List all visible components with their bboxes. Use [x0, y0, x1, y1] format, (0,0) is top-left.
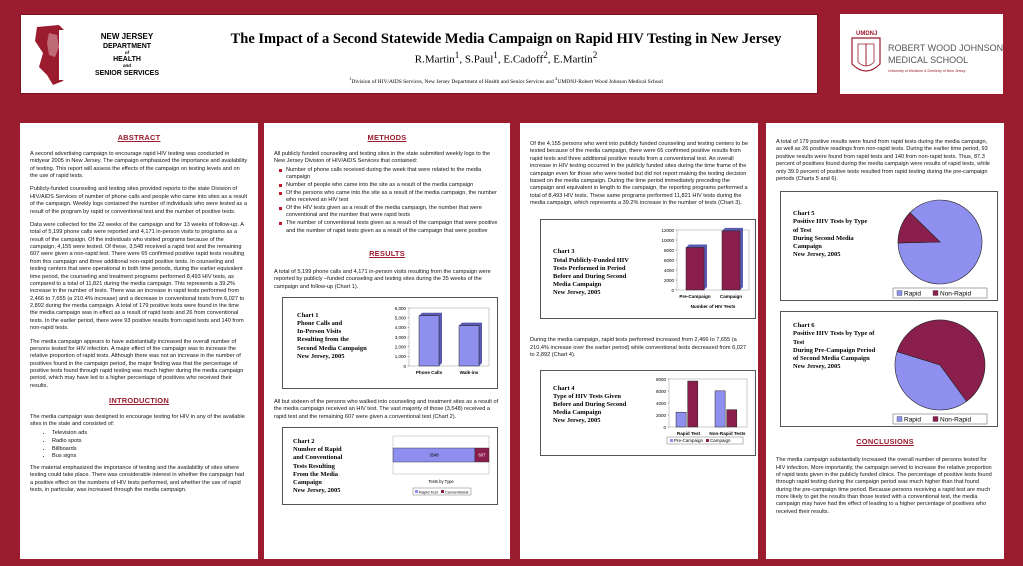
abstract-heading: ABSTRACT	[117, 133, 161, 142]
y-tick-label: 2000	[655, 412, 666, 418]
methods-heading: METHODS	[367, 133, 407, 142]
y-tick-label: 12000	[661, 228, 674, 234]
y-tick-label: 0	[663, 424, 666, 430]
bar	[676, 412, 686, 427]
chart-3	[540, 219, 756, 319]
x-tick-label: Pre-Campaign	[679, 294, 711, 300]
results-heading: RESULTS	[369, 249, 405, 259]
bar	[715, 390, 725, 426]
logo-line5: and	[122, 63, 132, 68]
bar	[722, 231, 740, 290]
y-tick-label: 4000	[655, 400, 666, 406]
chart-3-label: Chart 3 Total Publicly-Funded HIV Tests Performed in Period Before and During Second Media Campaign New Jersey, 2005	[553, 248, 629, 296]
rwj-badge-text: UMDNJ	[856, 31, 878, 37]
list-item: • Radio spots	[52, 438, 248, 445]
bar	[419, 316, 439, 366]
poster-affiliations: $^1$Division of HIV/AIDS Services, New Jersey Department of Health and Senior Services and $^2$UMDNJ-Robert Wood Johnson Medical School	[349, 75, 663, 85]
x-tick-label: Non-Rapid Tests	[709, 430, 746, 436]
list-item: • Billboards	[52, 446, 248, 453]
poster-authors: R.Martin$^1$, S.Paul$^1$, E.Cadoff$^2$, E.Martin$^2$	[414, 50, 598, 66]
x-axis-label: Number of HIV Tests	[690, 304, 736, 310]
legend-swatch	[441, 490, 444, 493]
chart-4-plot	[643, 373, 753, 455]
y-tick-label: 3,000	[394, 334, 406, 340]
results-paragraph-3: Of the 4,155 persons who went into publicly funded counseling and testing centers to be tested because of the media campaign, there were 65 confirmed positive results from rapid tests and three additional positive results from a conventional test. An overall increase in HIV testing occurred in the publicly funded sites during the time frame of the campaign even for those who were tested but did not report making the testing decision based on the media campaign. During the time period immediately preceding the campaign and equivalent in length to the campaign, the reporting programs performed a total of 8,493 HIV tests. These same programs performed 11,821 HIV tests during the media campaign, which represents a 39.2% increase in the number of tests (Chart 3).	[530, 141, 748, 206]
legend-label: Rapid	[904, 290, 921, 298]
chart-1-label: Chart 1 Phone Calls and In-Person Visits Resulting from the Second Media Campaign New Jersey, 2005	[297, 312, 367, 360]
abstract-paragraph: A second advertising campaign to encourage rapid HIV testing was conducted in midyear 2005 in New Jersey. The campaign emphasized the importance and availability of testing. This report will assess the effects of the campaign on testing levels and on the use of rapid tests.	[30, 150, 248, 180]
list-item: Of the HIV tests given as a result of the media campaign, the number that were conventional and the number that were rapid tests	[278, 205, 500, 220]
results-paragraph-5: A total of 179 positive results were found from rapid tests during the media campaign, as well as 26 positive readings from non-rapid tests. During the earlier time period, 93 positive results were found from rapid tests and 140 from non-rapid tests. Thus, 87.3 percent of positives found during the media campaign were results of rapid tests, while only 39.9 percent of positive tests resulted from rapid testing during the pre-campaign periods (Charts 5 and 6).	[776, 139, 990, 182]
x-axis-label: Tests by Type	[428, 479, 454, 485]
legend-label: Non-Rapid	[940, 416, 972, 424]
legend-swatch	[897, 417, 902, 422]
legend-label: Campaign	[710, 437, 731, 443]
legend-label: Non-Rapid	[940, 290, 972, 298]
legend-swatch	[933, 291, 938, 296]
panel-abstract-intro	[20, 123, 258, 559]
panel-results-conclusions	[766, 123, 1004, 559]
logo-line4: HEALTH	[113, 56, 141, 63]
rwj-line2: MEDICAL SCHOOL	[888, 55, 969, 65]
y-tick-label: 1,000	[394, 354, 406, 360]
abstract-paragraph: The media campaign appears to have substantially increased the overall number of persons tested for HIV infection. A major effect of the campaign was to increase the relative proportion of rapid tests. Although there was not an increase in the number of positives found in the campaign period, the major finding was that the percentage of positive tests found through rapid testing was much higher during the media campaign period, which may have led to a higher percentage of positives who received their results.	[30, 338, 244, 389]
chart-2-plot	[389, 434, 495, 502]
list-item: Number of phone calls received during the week that were related to the media campaign	[278, 167, 500, 182]
y-tick-label: 8000	[663, 248, 674, 254]
logo-line1: NEW JERSEY	[100, 32, 154, 41]
y-tick-label: 8000	[655, 376, 666, 382]
legend-label: Rapid Test	[419, 489, 438, 495]
poster-header	[20, 14, 818, 94]
list-item: • Bus signs	[52, 453, 248, 460]
x-tick-label: Walk-ins	[459, 370, 479, 376]
chart-6-label: Chart 6 Positive HIV Tests by Type of Test During Pre-Campaign Period of Second Media Campaign New Jersey, 2005	[793, 322, 876, 370]
chart-3-plot	[649, 222, 753, 317]
y-tick-label: 2000	[663, 278, 674, 284]
legend-label: Conventional	[445, 489, 469, 495]
chart-1-plot	[383, 302, 495, 386]
bar-value-label: 607	[478, 452, 486, 458]
bar	[727, 409, 737, 426]
x-tick-label: Rapid Test	[676, 430, 701, 436]
methods-lead: All publicly funded counseling and testing sites in the state submitted weekly logs to the New Jersey Division of HIV/AIDS Services that contained:	[274, 150, 491, 165]
chart-6-plot	[883, 314, 997, 426]
panel-methods-results	[264, 123, 510, 559]
chart-1	[282, 297, 498, 389]
chart-2-label: Chart 2 Number of Rapid and Conventional Tests Resulting From the Media Campaign New Jersey, 2005	[293, 438, 343, 494]
chart-5-label: Chart 5 Positive HIV Tests by Type of Test During Second Media Campaign New Jersey, 2005	[793, 210, 868, 258]
bar-value-label: 3548	[429, 452, 439, 458]
x-tick-label: Campaign	[719, 294, 743, 300]
rwj-line3: University of Medicine & Dentistry of New Jersey	[888, 69, 966, 73]
abstract-paragraph: Data were collected for the 22 weeks of the campaign and for 13 weeks of follow-up. A total of 5,199 phone calls were reported and 4,171 in-person visits to programs as a result of the campaign. Of the individuals who visited programs because of the campaign, 4,155 were tested. Of these, 3,548 received a rapid test and the remaining 607 were given a non-rapid test. There were 65 confirmed positive rapid tests resulting from this campaign and three additional non-rapid positive tests. In counseling and testing centers that were operational in both time periods, during the earlier equivalent time period, the counseling and treatment programs performed 8,493 HIV tests, as compared to a total of 11,821 during the media campaign. This represents a 39.2% increase in the number of tests. There was an increase in rapid tests performed from 2,466 to 7,655 (a 210.4% increase) and a decrease in conventional tests from 6,027 to 2,892 during the media campaign. A total of 179 positive tests were found in the time the media campaign was in effect as a result of rapid tests and 26 from conventional tests. In the earlier period, there were 93 positive results from rapid tests and 140 from non-rapid tests.	[30, 221, 245, 332]
y-tick-label: 10000	[661, 238, 674, 244]
list-item: Of the persons who came into the site as a result of the media campaign, the number who received an HIV test	[278, 190, 500, 205]
legend-swatch	[706, 439, 709, 442]
abstract-paragraph: Publicly-funded counseling and testing sites provided reports to the state Division of HIV/AIDS Services of number of phone calls and people who came into sites as a result of the campaign. Weekly logs contained the number of individuals who were tested as a result of the program by rapid or conventional test and the number of positive tests.	[30, 186, 248, 215]
y-tick-label: 2,000	[394, 344, 406, 350]
y-tick-label: 5,000	[394, 315, 406, 321]
legend-swatch	[670, 439, 673, 442]
chart-5-plot	[883, 194, 997, 300]
rwj-line1: ROBERT WOOD JOHNSON	[888, 43, 1003, 53]
introduction-closing: The material emphasized the importance of testing and the availability of sites where testing could take place. There was considerable interest in whether the campaign had a positive effect on the numbers of HIV tests performed, and whether the use of rapid tests, in particular, was increased through the media campaign.	[30, 464, 245, 493]
y-tick-label: 4,000	[394, 325, 406, 331]
y-tick-label: 6,000	[394, 305, 406, 311]
legend-label: Rapid	[904, 416, 921, 424]
y-tick-label: 4000	[663, 268, 674, 274]
legend-swatch	[933, 417, 938, 422]
logo-line2: DEPARTMENT	[102, 43, 152, 50]
chart-4-label: Chart 4 Type of HIV Tests Given Before and During Second Media Campaign New Jersey, 2005	[553, 384, 627, 424]
list-item: The number of conventional tests given as a result of the campaign that were positive and the number of rapid tests given as a result of the campaign that were positive	[278, 220, 500, 235]
chart-5	[780, 191, 998, 301]
y-tick-label: 6000	[663, 258, 674, 264]
list-item: • Television ads	[52, 430, 248, 437]
legend-swatch	[415, 490, 418, 493]
logo-line3: of	[124, 50, 130, 55]
rwj-logo	[840, 14, 1003, 94]
y-tick-label: 0	[403, 363, 406, 369]
bar	[688, 381, 698, 427]
conclusions-heading: CONCLUSIONS	[856, 437, 914, 447]
legend-label: Pre-Campaign	[674, 437, 704, 443]
introduction-lead: The media campaign was designed to encourage testing for HIV in any of the available sites in the state and consisted of:	[30, 414, 245, 428]
chart-4	[540, 370, 756, 456]
results-paragraph-1: A total of 5,199 phone calls and 4,171 in-person visits resulting from the campaign were reported by publicly –funded counseling and testing sites during the 35 weeks of the campaign and follow-up (Chart 1).	[274, 268, 491, 290]
legend-swatch	[897, 291, 902, 296]
methods-list	[278, 167, 500, 235]
x-tick-label: Phone Calls	[415, 370, 443, 376]
logo-line6: SENIOR SERVICES	[94, 70, 160, 77]
poster-title: The Impact of a Second Statewide Media Campaign on Rapid HIV Testing in New Jersey	[230, 31, 782, 47]
y-tick-label: 0	[671, 288, 674, 294]
chart-6	[780, 311, 998, 427]
introduction-heading: INTRODUCTION	[109, 396, 169, 406]
bar	[686, 248, 704, 290]
panel-results-continued	[520, 123, 758, 559]
chart-2	[282, 427, 498, 505]
conclusions-text: The media campaign substantially increased the overall number of persons tested for HIV infection. More importantly, the campaign served to increase the relative proportion of rapid tests given in the publicly funded clinics. The percentage of positive tests found through rapid testing during the campaign period was much higher than that found during the pre-campaign time period. Because persons receiving a rapid test are much more likely to get the results than those tested with a conventional test, the media campaign may have had the effect of leading to a higher percentage of positives who received their results.	[776, 457, 992, 515]
media-list	[52, 430, 248, 461]
results-paragraph-4: During the media campaign, rapid tests performed increased from 2,466 to 7,655 (a 210.4% increase over the earlier period) while conventional tests decreased from 6,027 to 2,892 (Chart 4).	[530, 337, 747, 359]
bar	[459, 326, 479, 366]
list-item: Number of people who came into the site as a result of the media campaign	[278, 182, 500, 189]
y-tick-label: 6000	[655, 388, 666, 394]
nj-health-logo	[29, 23, 199, 89]
results-paragraph-2: All but sixteen of the persons who walked into counseling and treatment sites as a result of the media campaign received an HIV test. The vast majority of those (3,548) received a rapid test and the remaining 607 were given a conventional test (Chart 2).	[274, 399, 499, 420]
